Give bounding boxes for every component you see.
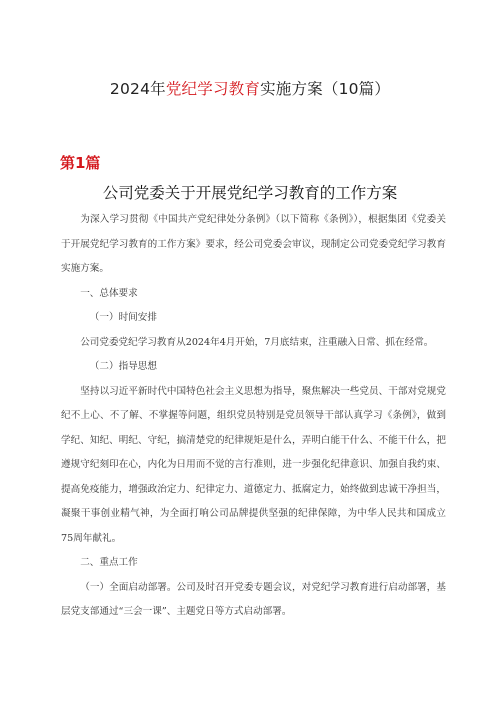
document-title-year: 2024年 [109, 80, 166, 98]
key-work-paragraph-1: （一）全面启动部署。公司及时召开党委专题会议，对党纪学习教育进行启动部署，基层党支部通过“三会一课”、主题党日等方式启动部署。 [61, 581, 446, 617]
guiding-ideology-paragraph: 坚持以习近平新时代中国特色社会主义思想为指导，聚焦解决一些党员、干部对党规党纪不上心、不了解、不掌握等问题，组织党员特别是党员领导干部认真学习《条例》，做到学纪、知纪、明纪、守纪，搞清楚党的纪律规矩是什么，弄明白能干什么、不能干什么，把遵规守纪刻印在心，内化为日用而不觉的言行准则，进一步强化纪律意识、加强自我约束、提高免疫能力，增强政治定力、纪律定力、道德定力、抵腐定力，始终做到忠诚干净担当，凝聚干事创业精气神，为全面打响公司品牌提供坚强的纪律保障，为中华人民共和国成立75周年献礼。 [61, 385, 446, 544]
heading-schedule: （一）时间安排 [89, 312, 157, 323]
heading-guiding-ideology: （二）指导思想 [89, 361, 157, 372]
document-title [0, 77, 500, 99]
schedule-paragraph: 公司党委党纪学习教育从2024年4月开始，7月底结束，注重融入日常、抓在经常。 [80, 336, 434, 348]
article-body [61, 208, 446, 625]
article-title: 公司党委关于开展党纪学习教育的工作方案 [102, 184, 398, 202]
heading-key-work: 二、重点工作 [80, 557, 138, 568]
section-label: 第1篇 [60, 154, 101, 172]
document-title-suffix: 实施方案（10篇） [260, 80, 391, 98]
intro-paragraph: 为深入学习贯彻《中国共产党纪律处分条例》（以下简称《条例》），根据集团《党委关于开展党纪学习教育的工作方案》要求，经公司党委会审议，现制定公司党委党纪学习教育实施方案。 [61, 214, 446, 274]
heading-general-requirements: 一、总体要求 [80, 287, 138, 299]
document-title-highlight: 党纪学习教育 [165, 80, 261, 98]
